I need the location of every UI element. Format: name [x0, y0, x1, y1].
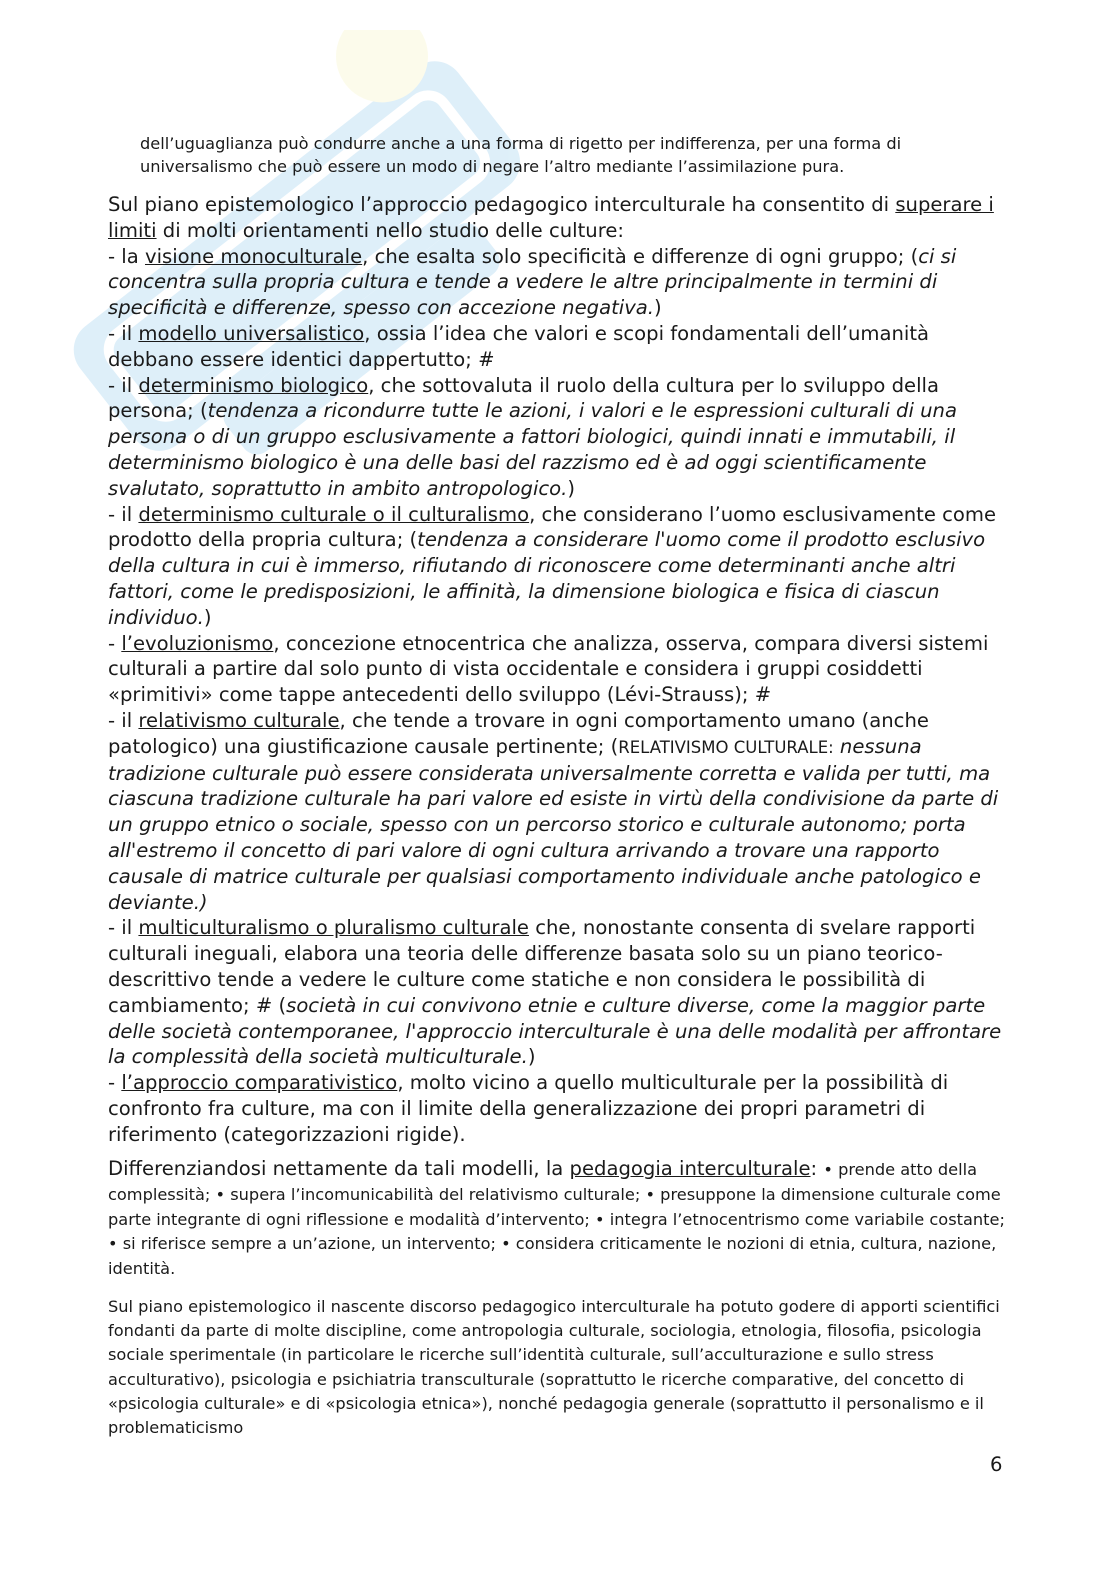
item-desc: , che tende a trovare in ogni comportamento umano (anche patologico) una giustificazione causale pertinente; (: [108, 708, 929, 758]
item-desc: , ossia l’idea che valori e scopi fondamentali dell’umanità debbano essere identici dappertutto; #: [108, 321, 930, 371]
item-note: ci si concentra sulla propria cultura e tende a vedere le altre principalmente in termini di specificità e differenze, spesso con accezione negativa.: [108, 244, 957, 320]
item-term: determinismo culturale o il culturalismo: [138, 502, 530, 526]
item-prefix: -: [108, 1071, 122, 1095]
item-term: multiculturalismo o pluralismo culturale: [138, 916, 529, 940]
item-prefix: - il: [108, 321, 139, 345]
page-number: 6: [990, 1453, 1003, 1476]
item-term: l’evoluzionismo: [121, 631, 274, 655]
intro-underlined: superare i limiti: [108, 193, 994, 242]
list-item-modello-universalistico: [108, 321, 1008, 373]
list-item-approccio-comparativistico: [108, 1070, 1008, 1147]
item-term: determinismo biologico: [138, 373, 369, 397]
item-prefix: - il: [108, 916, 139, 940]
item-desc: , concezione etnocentrica che analizza, osserva, compara diversi sistemi culturali a partire dal solo punto di vista occidentale e considera i gruppi cosiddetti «primitivi» come tappe antecedenti dello sviluppo (Lévi-Strauss); #: [108, 631, 989, 707]
intro-before: Sul piano epistemologico l’approccio pedagogico interculturale ha consentito di: [108, 193, 896, 216]
list-item-determinismo-biologico: [108, 373, 1008, 502]
summary-points: • prende atto della complessità; • supera l’incomunicabilità del relativismo culturale; • presuppone la dimensione culturale come parte integrante di ogni riflessione e modalità d’intervento; • integra l’etnocentrismo come variabile costante; • si riferisce sempre a un’azione, un intervento; • considera criticamente le nozioni di etnia, cultura, nazione, identità.: [108, 1160, 1005, 1279]
item-caps-label: RELATIVISMO CULTURALE:: [618, 737, 834, 757]
summary-paragraph: [108, 1157, 1008, 1281]
item-term: visione monoculturale: [144, 244, 363, 268]
item-prefix: - la: [108, 244, 145, 268]
intro-paragraph: [108, 192, 1008, 244]
item-desc: , molto vicino a quello multiculturale per la possibilità di confronto fra culture, ma con il limite della generalizzazione dei propri parametri di riferimento (categorizzazioni rigide).: [108, 1071, 949, 1146]
summary-lead: Differenziandosi nettamente da tali modelli, la: [108, 1157, 570, 1180]
item-term: relativismo culturale: [138, 708, 340, 732]
item-desc: , che sottovaluta il ruolo della cultura per lo sviluppo della persona; (: [108, 373, 939, 423]
item-close: ): [654, 296, 662, 320]
item-note: tendenza a considerare l'uomo come il prodotto esclusivo della cultura in cui è immerso, rifiutando di riconoscere come determinanti anche altri fattori, come le predisposizioni, le affinità, la dimensione biologica e fisica di ciascun individuo.: [108, 528, 986, 629]
main-section: [108, 192, 1008, 1147]
list-item-relativismo-culturale: [108, 708, 1008, 915]
item-prefix: - il: [108, 502, 139, 526]
item-note: nessuna tradizione culturale può essere considerata universalmente corretta e valida per tutti, ma ciascuna tradizione culturale ha pari valore ed esiste in virtù della condivisione da parte di un gruppo etnico o sociale, spesso con un percorso storico e culturale autonomo; porta all'estremo il concetto di pari valore di ogni cultura arrivando a trovare una rapporto causale di matrice culturale per qualsiasi comportamento individuale anche patologico e deviante.): [108, 734, 999, 914]
item-prefix: - il: [108, 708, 139, 732]
item-prefix: - il: [108, 373, 139, 397]
item-close: ): [527, 1045, 536, 1069]
list-item-evoluzionismo: [108, 631, 1008, 708]
list-item-multiculturalismo: [108, 915, 1008, 1070]
intro-after: di molti orientamenti nello studio delle culture:: [156, 218, 624, 242]
item-prefix: -: [108, 631, 122, 655]
item-desc: che, nonostante consenta di svelare rapporti culturali ineguali, elabora una teoria delle differenze basata solo su un piano teorico-descrittivo tende a vedere le culture come statiche e non considera le possibilità di cambiamento; # (: [108, 916, 976, 1017]
item-desc: , che considerano l’uomo esclusivamente come prodotto della propria cultura; (: [108, 502, 997, 552]
quote-paragraph: dell’uguaglianza può condurre anche a una forma di rigetto per indifferenza, per una forma di universalismo che può essere un modo di negare l’altro mediante l’assimilazione pura.: [140, 134, 902, 176]
summary-colon: :: [810, 1157, 824, 1180]
item-term: modello universalistico: [138, 321, 365, 345]
item-close: ): [203, 605, 212, 629]
item-note: società in cui convivono etnie e culture diverse, come la maggior parte delle società contemporanee, l'approccio interculturale è una delle modalità per affrontare la complessità della società multiculturale.: [108, 993, 1002, 1069]
item-desc: , che esalta solo specificità e differenze di ogni gruppo; (: [362, 244, 919, 268]
closing-paragraph: Sul piano epistemologico il nascente discorso pedagogico interculturale ha potuto godere di apporti scientifici fondanti da parte di molte discipline, come antropologia culturale, sociologia, etnologia, filosofia, psicologia sociale sperimentale (in particolare le ricerche sull’identità culturale, sull’acculturazione e sullo stress acculturativo), psicologia e psichiatria transculturale (soprattutto le ricerche comparative, del concetto di «psicologia culturale» e di «psicologia etnica»), nonché pedagogia generale (soprattutto il personalismo e il problematicismo: [108, 1297, 1000, 1438]
summary-term: pedagogia interculturale: [569, 1157, 811, 1180]
list-item-visione-monoculturale: [108, 244, 1008, 321]
item-term: l’approccio comparativistico: [121, 1071, 398, 1095]
item-note: tendenza a ricondurre tutte le azioni, i valori e le espressioni culturali di una persona o di un gruppo esclusivamente a fattori biologici, quindi innati e immutabili, il determinismo biologico è una delle basi del razzismo ed è ad oggi scientificamente svalutato, soprattutto in ambito antropologico.: [108, 399, 957, 500]
list-item-determinismo-culturale: [108, 502, 1008, 631]
item-close: ): [567, 476, 576, 500]
